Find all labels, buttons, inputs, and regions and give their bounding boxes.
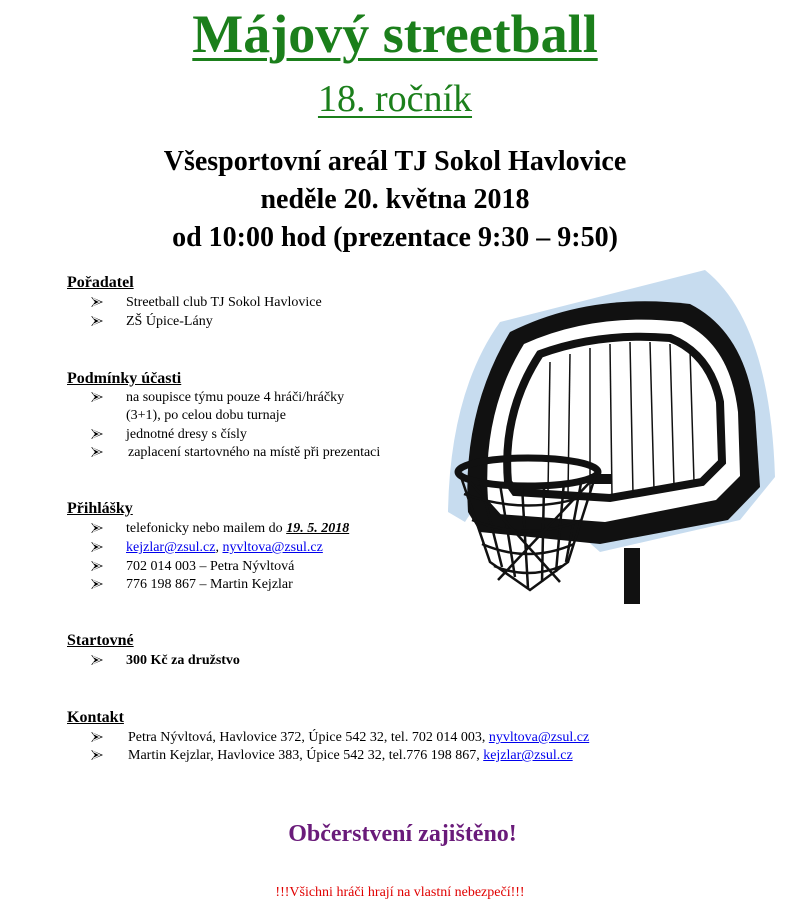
section-contact-heading: Kontakt <box>67 709 124 726</box>
arrow-bullet-icon <box>90 578 104 590</box>
registration-deadline-prefix: telefonicky nebo mailem do <box>126 521 283 536</box>
arrow-bullet-icon <box>90 391 104 403</box>
conditions-item: jednotné dresy s čísly <box>126 427 247 442</box>
section-conditions-heading: Podmínky účasti <box>67 370 182 387</box>
registration-item-emails <box>126 539 323 557</box>
email-link-nyvltova[interactable]: nyvltova@zsul.cz <box>222 540 323 555</box>
registration-item-phone: 776 198 867 – Martin Kejzlar <box>126 577 293 592</box>
email-link-nyvltova[interactable]: nyvltova@zsul.cz <box>488 730 590 745</box>
event-edition: 18. ročník <box>317 78 473 120</box>
section-fee-heading: Startovné <box>67 632 134 649</box>
arrow-bullet-icon <box>90 296 104 308</box>
email-link-kejzlar[interactable]: kejzlar@zsul.cz <box>126 540 216 555</box>
contact-item <box>128 747 573 765</box>
email-separator: , <box>215 540 219 555</box>
contact-text: Martin Kejzlar, Havlovice 383, Úpice 542 32, tel.776 198 867, <box>128 748 480 763</box>
contact-text: Petra Nývltová, Havlovice 372, Úpice 542 32, tel. 702 014 003, <box>128 730 486 745</box>
conditions-item: zaplacení startovného na místě při prezentaci <box>128 445 381 460</box>
event-title: Májový streetball <box>192 4 598 64</box>
organizer-item: ZŠ Úpice-Lány <box>126 314 213 329</box>
arrow-bullet-icon <box>90 428 104 440</box>
event-time: od 10:00 hod (prezentace 9:30 – 9:50) <box>172 222 618 253</box>
refreshments-note: Občerstvení zajištěno! <box>288 821 517 847</box>
organizer-item: Streetball club TJ Sokol Havlovice <box>126 295 322 310</box>
conditions-item: na soupisce týmu pouze 4 hráči/hráčky <box>126 390 345 405</box>
contact-item <box>128 729 589 747</box>
arrow-bullet-icon <box>90 749 104 761</box>
conditions-item-continued: (3+1), po celou dobu turnaje <box>126 408 286 423</box>
safety-warning: !!!Všichni hráči hrají na vlastní nebezpečí!!! <box>275 885 525 900</box>
section-registration-heading: Přihlášky <box>67 500 133 517</box>
arrow-bullet-icon <box>90 315 104 327</box>
arrow-bullet-icon <box>90 446 104 458</box>
arrow-bullet-icon <box>90 522 104 534</box>
basketball-hoop-illustration <box>440 262 780 612</box>
registration-item-phone: 702 014 003 – Petra Nývltová <box>126 559 295 574</box>
section-organizer-heading: Pořadatel <box>67 274 134 291</box>
arrow-bullet-icon <box>90 560 104 572</box>
fee-amount: 300 Kč za družstvo <box>126 653 240 668</box>
venue: Všesportovní areál TJ Sokol Havlovice <box>163 146 627 177</box>
arrow-bullet-icon <box>90 541 104 553</box>
registration-item-deadline <box>126 520 349 538</box>
registration-deadline-date: 19. 5. 2018 <box>286 521 350 536</box>
event-date: neděle 20. května 2018 <box>260 184 530 215</box>
arrow-bullet-icon <box>90 731 104 743</box>
email-link-kejzlar[interactable]: kejzlar@zsul.cz <box>483 748 573 763</box>
arrow-bullet-icon <box>90 654 104 666</box>
